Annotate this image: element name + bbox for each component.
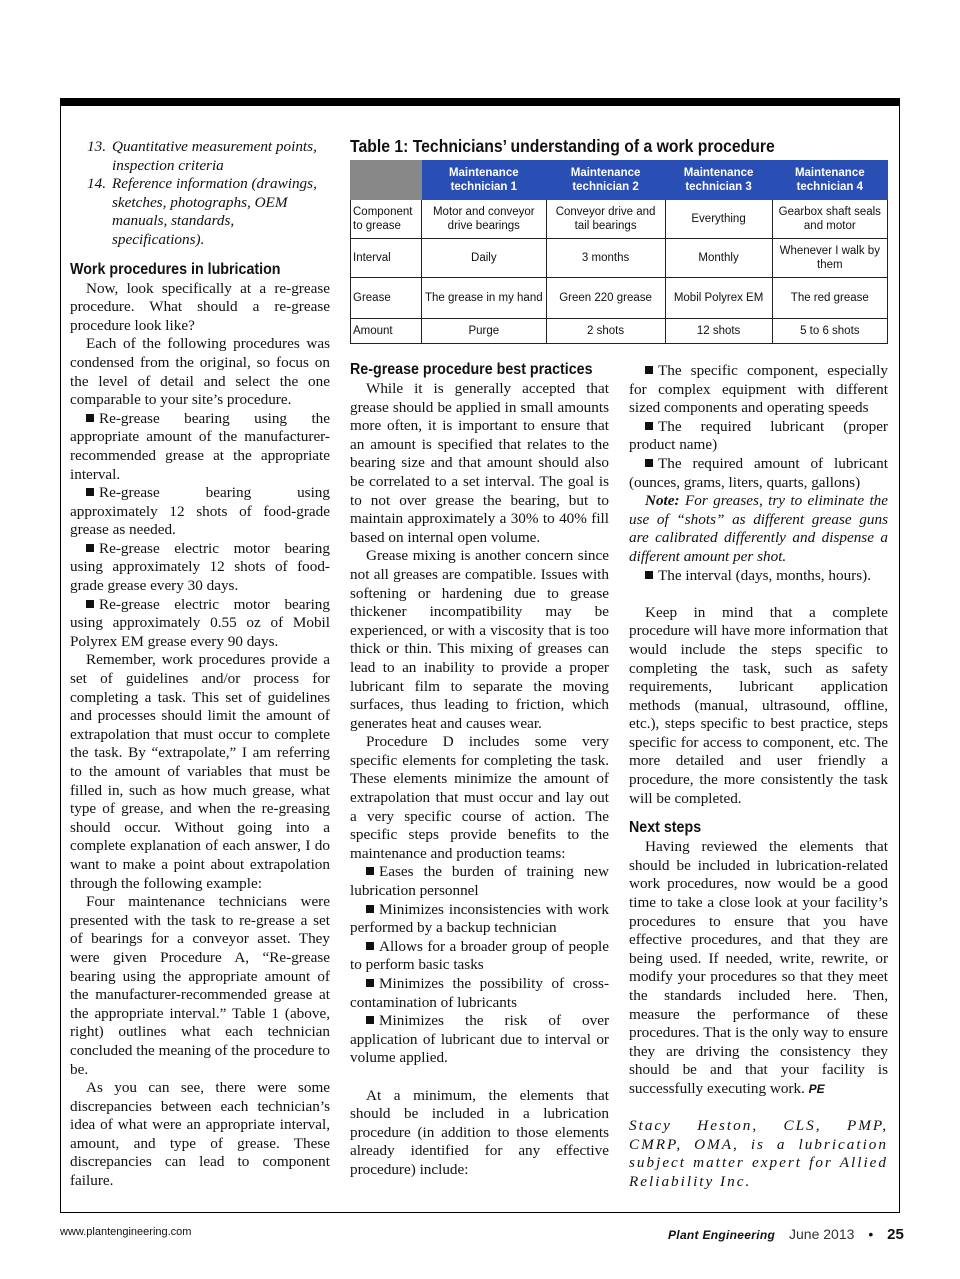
column-header: Maintenance technician 3: [665, 161, 772, 200]
column-header: Maintenance technician 4: [772, 161, 887, 200]
paragraph: Each of the following procedures was condensed from the original, so focus on the level of detail and select the one comparable to your site’s procedure.: [70, 335, 330, 409]
bullet-item: [350, 975, 609, 1012]
row-header: Interval: [351, 239, 422, 278]
list-number: 14.: [87, 175, 106, 193]
square-bullet-icon: [645, 571, 653, 579]
paragraph: [629, 838, 888, 1098]
table-cell: 12 shots: [665, 319, 772, 344]
table-title: Table 1: Technicians’ understanding of a work procedure: [350, 136, 775, 156]
end-mark-icon: PE: [808, 1081, 825, 1096]
table-cell: Monthly: [665, 239, 772, 278]
footer-folio: [668, 1226, 904, 1243]
bullet-text: The required amount of lubricant (ounces, grams, liters, quarts, gallons): [629, 454, 888, 491]
table-cell: The red grease: [772, 278, 887, 319]
square-bullet-icon: [366, 1016, 374, 1024]
bullet-text: Re-grease bearing using approximately 12 shots of food-grade grease as needed.: [70, 484, 330, 539]
list-number: 13.: [87, 138, 106, 155]
section-heading: Next steps: [629, 819, 702, 837]
issue-date: June 2013: [789, 1226, 855, 1242]
bullet-item: [629, 418, 888, 455]
square-bullet-icon: [645, 459, 653, 467]
bullet-text: Re-grease electric motor bearing using approximately 0.55 oz of Mobil Polyrex EM grease every 90 days.: [70, 595, 330, 650]
table-cell: Motor and conveyor drive bearings: [422, 200, 547, 239]
column-3: [629, 362, 888, 1192]
top-rule: [60, 98, 900, 106]
paragraph: Grease mixing is another concern since not all greases are compatible. Issues with softening or hardening due to grease thickener incompatibility may be experienced, or with a viscosity that is too thick or thin. This mixing of greases can lead to an inability to provide a proper lubricant film to separate the moving surfaces, thus leading to friction, which generates heat and causes wear.: [350, 547, 609, 732]
square-bullet-icon: [366, 867, 374, 875]
table-cell: 3 months: [546, 239, 665, 278]
square-bullet-icon: [366, 942, 374, 950]
table-cell: Green 220 grease: [546, 278, 665, 319]
bullet-text: Re-grease electric motor bearing using approximately 12 shots of food-grade grease every 30 days.: [70, 539, 330, 595]
square-bullet-icon: [86, 600, 94, 608]
square-bullet-icon: [645, 366, 653, 374]
bullet-item: [350, 863, 609, 900]
column-1: [70, 138, 330, 1191]
note-label: Note:: [645, 492, 680, 510]
paragraph: Four maintenance technicians were presented with the task to re-grease a set of bearings for a conveyor asset. They were given Procedure A, “Re-grease bearing using the appropriate amount of the manufacturer-recommended grease at the appropriate interval.” Table 1 (above, right) outlines what each technician concluded the meaning of the procedure to be.: [70, 893, 330, 1078]
bullet-text: The required lubricant (proper product name): [629, 417, 888, 454]
table-row: [351, 278, 888, 319]
row-header: Grease: [351, 278, 422, 319]
bullet-text: The interval (days, months, hours).: [658, 566, 872, 584]
bullet-text: The specific component, especially for complex equipment with different sized components and operating speeds: [629, 362, 888, 417]
paragraph: Now, look specifically at a re-grease procedure. What should a re-grease procedure look like?: [70, 279, 330, 334]
paragraph: Remember, work procedures provide a set of guidelines and/or process for completing a task. This set of guidelines and processes should limit the amount of extrapolation that must occur to complete the task. By “extrapolate,” I am referring to the amount of variables that must be filled in, such as how much grease, what type of grease, and when the re-greasing should occur. Without going into a complete explanation of each answer, I do want to make a point about extrapolation through the following example:: [70, 651, 330, 892]
paragraph-text: Having reviewed the elements that should be included in lubrication-related work procedures, now would be a good time to take a close look at your facility’s procedures to ensure that you have effective procedures, and that they are being used. If needed, write, rewrite, or modify your procedures so that they meet the standards included here. Then, measure the performance of these procedures. That is the only way to ensure they are driving the consistency they should be and that your facility is successfully executing work.: [629, 838, 888, 1097]
bullet-text: Allows for a broader group of people to perform basic tasks: [350, 937, 609, 974]
bullet-item: [629, 567, 888, 586]
page-number: 25: [887, 1226, 904, 1243]
table-cell: 2 shots: [546, 319, 665, 344]
bullet-item: [629, 362, 888, 418]
footer-url: www.plantengineering.com: [60, 1226, 192, 1238]
note-text: For greases, try to eliminate the use of “shots” as different grease guns are calibrated differently and dispense a different amount per shot.: [629, 492, 888, 565]
bullet-item: [70, 410, 330, 484]
list-item: [70, 175, 330, 249]
section-heading: Work procedures in lubrication: [70, 260, 281, 278]
table-cell: Gearbox shaft seals and motor: [772, 200, 887, 239]
row-header: Component to grease: [351, 200, 422, 239]
table-cell: Mobil Polyrex EM: [665, 278, 772, 319]
square-bullet-icon: [86, 414, 94, 422]
table-cell: 5 to 6 shots: [772, 319, 887, 344]
list-text: Quantitative measurement points, inspection criteria: [112, 138, 317, 174]
table-cell: Whenever I walk by them: [772, 239, 887, 278]
table-cell: The grease in my hand: [422, 278, 547, 319]
bullet-item: [350, 938, 609, 975]
table-row: [351, 239, 888, 278]
column-header: Maintenance technician 2: [546, 161, 665, 200]
bullet-item: [70, 596, 330, 652]
table-cell: Everything: [665, 200, 772, 239]
bullet-item: [350, 901, 609, 938]
square-bullet-icon: [86, 488, 94, 496]
list-item: [70, 138, 330, 175]
square-bullet-icon: [645, 422, 653, 430]
table-row: [351, 200, 888, 239]
paragraph: At a minimum, the elements that should be included in a lubrication procedure (in addition to those elements already identified for any effective procedure) include:: [350, 1086, 609, 1178]
square-bullet-icon: [86, 544, 94, 552]
bullet-item: [629, 455, 888, 492]
paragraph: Keep in mind that a complete procedure will have more information that would include the steps specific to completing the task, such as safety requirements, lubricant application methods (manual, ultrasound, offline, etc.), steps specific to best practice, steps specific for access to component, etc. The more detailed and user friendly a procedure, the more consistently the task will be completed.: [629, 603, 888, 807]
row-header: Amount: [351, 319, 422, 344]
bullet-text: Minimizes the risk of over application of lubricant due to interval or volume applied.: [350, 1012, 609, 1067]
bullet-text: Eases the burden of training new lubrication personnel: [350, 863, 609, 900]
column-header: Maintenance technician 1: [422, 161, 547, 200]
column-2: [350, 360, 609, 1180]
square-bullet-icon: [366, 905, 374, 913]
reference-list: [70, 138, 330, 250]
section-heading: Re-grease procedure best practices: [350, 361, 593, 378]
table-corner: [351, 161, 422, 200]
table-cell: Conveyor drive and tail bearings: [546, 200, 665, 239]
magazine-name: Plant Engineering: [668, 1228, 776, 1242]
table-cell: Daily: [422, 239, 547, 278]
note-paragraph: [629, 492, 888, 566]
footer-bullet: •: [868, 1226, 874, 1242]
table-cell: Purge: [422, 319, 547, 344]
paragraph: As you can see, there were some discrepancies between each technician’s idea of what were an appropriate interval, amount, and type of grease. These discrepancies can lead to component failure.: [70, 1079, 330, 1190]
bullet-text: Re-grease bearing using the appropriate amount of the manufacturer-recommended grease at the appropriate interval.: [70, 409, 330, 483]
bullet-text: Minimizes inconsistencies with work performed by a backup technician: [350, 900, 609, 937]
bullet-text: Minimizes the possibility of cross-contamination of lubricants: [350, 975, 609, 1011]
table-row: [351, 319, 888, 344]
table-header-row: [351, 161, 888, 200]
list-text: Reference information (drawings, sketches, photographs, OEM manuals, standards, specifications).: [112, 175, 317, 248]
bullet-item: [350, 1012, 609, 1068]
paragraph: While it is generally accepted that grease should be applied in small amounts more often, it is important to ensure that an amount is specified that relates to the bearing size and that amount should also be correlated to a set interval. The goal is to not over grease the bearing, but to maintain approximately a 30% to 40% fill based on internal open volume.: [350, 380, 609, 546]
bullet-item: [70, 484, 330, 540]
technician-table: [350, 160, 888, 344]
bullet-item: [70, 540, 330, 596]
author-byline: Stacy Heston, CLS, PMP, CMRP, OMA, is a lubrication subject matter expert for Allied Reliability Inc.: [629, 1117, 888, 1190]
paragraph: Procedure D includes some very specific elements for completing the task. These elements minimize the amount of extrapolation that must occur and lay out a very specific course of action. The specific steps provide benefits to the maintenance and production teams:: [350, 733, 609, 862]
square-bullet-icon: [366, 979, 374, 987]
